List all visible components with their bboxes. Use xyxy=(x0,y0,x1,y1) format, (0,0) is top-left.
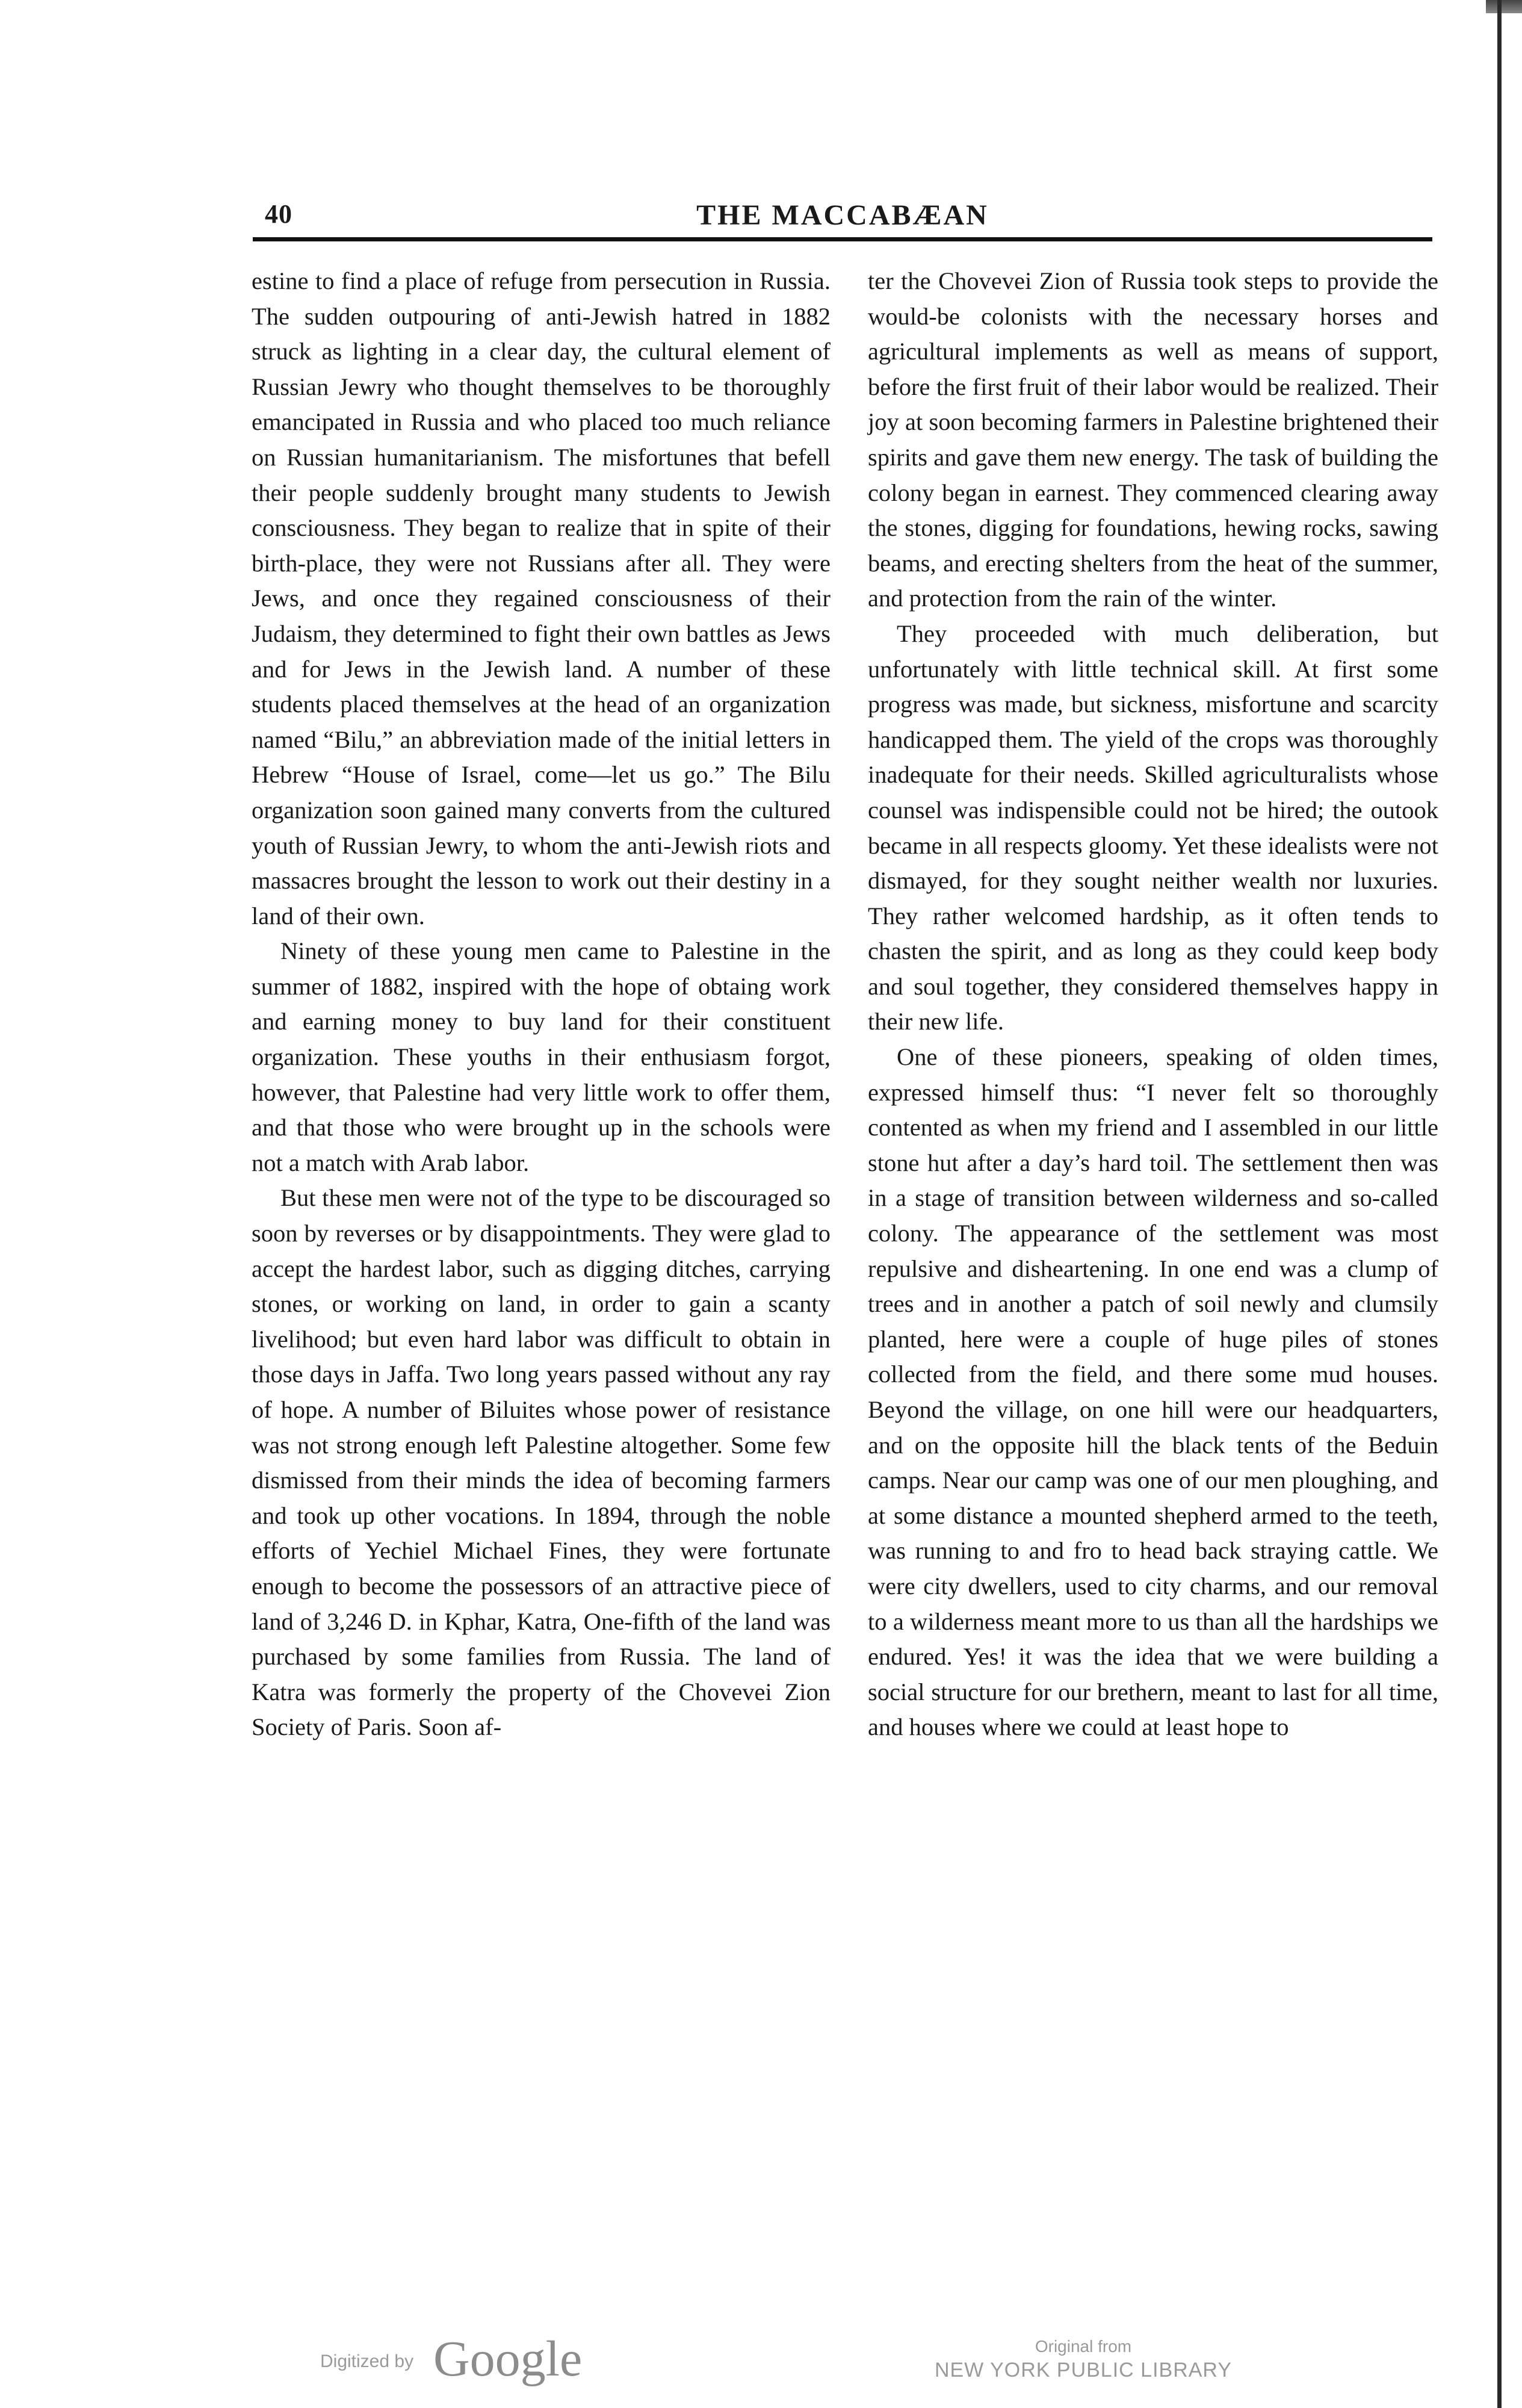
library-name: NEW YORK PUBLIC LIBRARY xyxy=(934,2359,1233,2382)
paragraph: estine to find a place of refuge from persecution in Russia. The sudden outpouring of anti-Jewish hatred in 1882 struck as lighting in a clear day, the cultural element of Russian Jewry who thought themselves to be thoroughly emancipated in Russia and who placed too much reliance on Russian humanitarianism. The misfortunes that befell their people suddenly brought many students to Jewish consciousness. They began to realize that in spite of their birth-place, they were not Russians after all. They were Jews, and once they regained consciousness of their Judaism, they determined to fight their own battles as Jews and for Jews in the Jewish land. A number of these students placed themselves at the head of an organization named “Bilu,” an abbreviation made of the initial letters in Hebrew “House of Israel, come—let us go.” The Bilu organization soon gained many converts from the cultured youth of Russian Jewry, to whom the anti-Jewish riots and massacres brought the lesson to work out their destiny in a land of their own. xyxy=(252,267,831,929)
paragraph: They proceeded with much deliberation, but unfortunately with little technical skill. At first some progress was made, but sickness, misfortune and scarcity handicapped them. The yield of the crops was thoroughly inadequate for their needs. Skilled agriculturalists whose counsel was indispensible could not be hired; the outook became in all respects gloomy. Yet these idealists were not dismayed, for they sought neither wealth nor luxuries. They rather welcomed hardship, as it often tends to chasten the spirit, and as long as they could keep body and soul together, they considered themselves happy in their new life. xyxy=(868,619,1438,1035)
paragraph: Ninety of these young men came to Palestine in the summer of 1882, inspired with the hope of obtaing work and earning money to buy land for their constituent organization. These youths in their enthusiasm forgot, however, that Palestine had very little work to offer them, and that those who were brought up in the schools were not a match with Arab labor. xyxy=(252,937,831,1176)
digitized-by-google xyxy=(320,2330,681,2390)
page-number: 40 xyxy=(265,199,292,229)
left-column xyxy=(252,264,831,1745)
scan-edge xyxy=(1497,0,1502,2408)
original-from-notice xyxy=(903,2336,1264,2383)
scan-edge-top xyxy=(1486,0,1522,13)
paragraph: One of these pioneers, speaking of olden times, expressed himself thus: “I never felt so thoroughly contented as when my friend and I assembled in our little stone hut after a day’s hard toil. The settlement then was in a stage of transition between wilderness and so-called colony. The appearance of the settlement was most repulsive and disheartening. In one end was a clump of trees and in another a patch of soil newly and clumsily planted, here were a couple of huge piles of stones collected from the field, and there some mud houses. Beyond the village, on one hill were our headquarters, and on the opposite hill the black tents of the Beduin camps. Near our camp was one of our men ploughing, and at some distance a mounted shepherd armed to the teeth, was running to and fro to head back straying cattle. We were city dwellers, used to city charms, and our removal to a wilderness meant more to us than all the hardships we endured. Yes! it was the idea that we were building a social structure for our brethern, meant to last for all time, and houses where we could at least hope to xyxy=(868,1043,1438,1741)
google-logo: Google xyxy=(433,2331,583,2387)
right-column xyxy=(868,264,1438,1745)
original-from-label: Original from xyxy=(1035,2337,1132,2356)
digitized-by-label: Digitized by xyxy=(320,2351,414,2371)
paragraph: ter the Chovevei Zion of Russia took steps to provide the would-be colonists with the necessary horses and agricultural implements as well as means of support, before the first fruit of their labor would be realized. Their joy at soon becoming farmers in Palestine brightened their spirits and gave them new energy. The task of building the colony began in earnest. They commenced clearing away the stones, digging for foundations, hewing rocks, sawing beams, and erecting shelters from the heat of the summer, and protection from the rain of the winter. xyxy=(868,267,1438,612)
page-header xyxy=(253,194,1432,242)
journal-title: THE MACCABÆAN xyxy=(696,199,989,231)
paragraph: But these men were not of the type to be discouraged so soon by reverses or by disappointments. They were glad to accept the hardest labor, such as digging ditches, carrying stones, or working on land, in order to gain a scanty livelihood; but even hard labor was difficult to obtain in those days in Jaffa. Two long years passed without any ray of hope. A number of Biluites whose power of resistance was not strong enough left Palestine altogether. Some few dismissed from their minds the idea of becoming farmers and took up other vocations. In 1894, through the noble efforts of Yechiel Michael Fines, they were fortunate enough to become the possessors of an attractive piece of land of 3,246 D. in Kphar, Katra, One-fifth of the land was purchased by some families from Russia. The land of Katra was formerly the property of the Chovevei Zion Society of Paris. Soon af- xyxy=(252,1184,831,1741)
header-rule xyxy=(253,237,1432,241)
